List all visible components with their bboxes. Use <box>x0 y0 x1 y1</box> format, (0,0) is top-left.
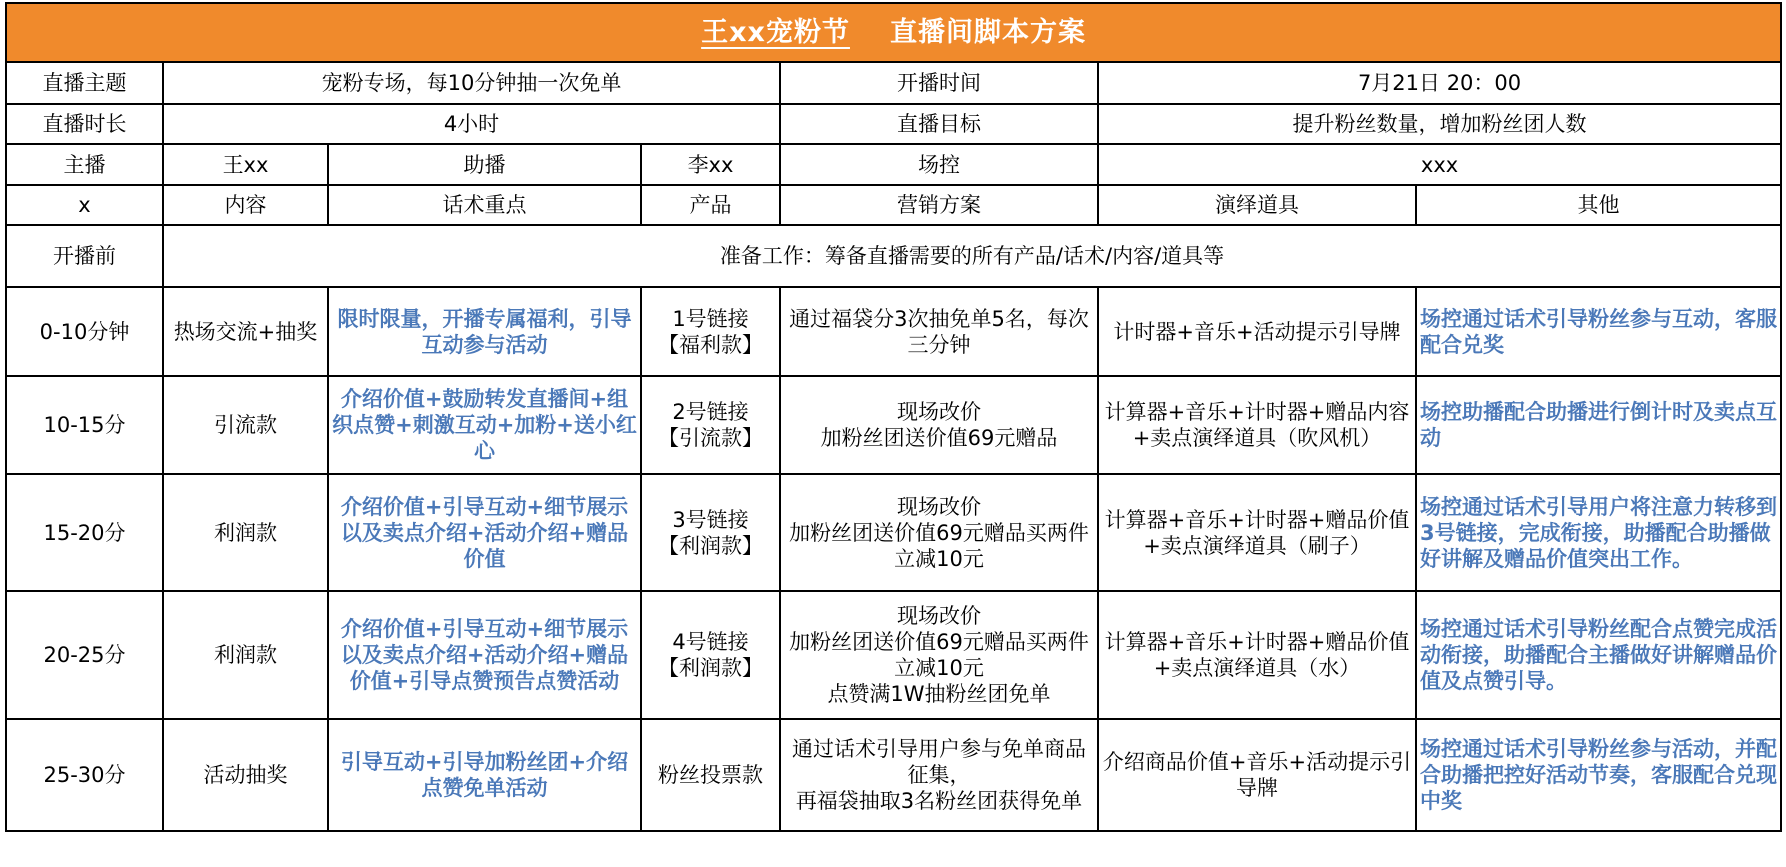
other-cell: 场控通过话术引导用户将注意力转移到3号链接，完成衔接，助播配合助播做好讲解及赠品价值突出工作。 <box>1416 474 1781 591</box>
table-row <box>6 376 1781 474</box>
info-value: 4小时 <box>163 104 780 144</box>
main-title: 直播间脚本方案 <box>889 16 1086 48</box>
title-row <box>6 3 1781 62</box>
script-sheet <box>5 2 1780 832</box>
time-cell: 10-15分 <box>6 376 163 474</box>
prep-row <box>6 225 1781 287</box>
header-row <box>6 185 1781 225</box>
time-cell: 0-10分钟 <box>6 287 163 376</box>
info-label: 直播主题 <box>6 62 163 104</box>
other-cell: 场控通过话术引导粉丝参与互动，客服配合兑奖 <box>1416 287 1781 376</box>
product-cell: 4号链接 【利润款】 <box>641 591 780 719</box>
table-row <box>6 287 1781 376</box>
column-header: x <box>6 185 163 225</box>
product-cell: 1号链接 【福利款】 <box>641 287 780 376</box>
talk-cell: 引导互动+引导加粉丝团+介绍点赞免单活动 <box>328 719 641 831</box>
other-cell: 场控助播配合助播进行倒计时及卖点互动 <box>1416 376 1781 474</box>
info-value: 7月21日 20：00 <box>1098 62 1781 104</box>
info-row <box>6 62 1781 104</box>
column-header: 产品 <box>641 185 780 225</box>
product-cell: 2号链接 【引流款】 <box>641 376 780 474</box>
time-cell: 25-30分 <box>6 719 163 831</box>
other-cell: 场控通过话术引导粉丝参与活动，并配合助播把控好活动节奏，客服配合兑现中奖 <box>1416 719 1781 831</box>
props-cell: 计算器+音乐+计时器+赠品内容+卖点演绎道具（吹风机） <box>1098 376 1416 474</box>
table-row <box>6 591 1781 719</box>
content-cell: 热场交流+抽奖 <box>163 287 328 376</box>
column-header: 营销方案 <box>780 185 1098 225</box>
talk-cell: 介绍价值+鼓励转发直播间+组织点赞+刺激互动+加粉+送小红心 <box>328 376 641 474</box>
column-header: 话术重点 <box>328 185 641 225</box>
marketing-cell: 通过福袋分3次抽免单5名，每次三分钟 <box>780 287 1098 376</box>
info-label: 开播时间 <box>780 62 1098 104</box>
time-cell: 20-25分 <box>6 591 163 719</box>
props-cell: 计时器+音乐+活动提示引导牌 <box>1098 287 1416 376</box>
content-cell: 引流款 <box>163 376 328 474</box>
marketing-cell: 通过话术引导用户参与免单商品征集， 再福袋抽取3名粉丝团获得免单 <box>780 719 1098 831</box>
prep-text: 准备工作：筹备直播需要的所有产品/话术/内容/道具等 <box>163 225 1781 287</box>
props-cell: 介绍商品价值+音乐+活动提示引导牌 <box>1098 719 1416 831</box>
brand-title: 王xx宠粉节 <box>701 16 850 48</box>
prep-label: 开播前 <box>6 225 163 287</box>
props-cell: 计算器+音乐+计时器+赠品价值+卖点演绎道具（刷子） <box>1098 474 1416 591</box>
talk-cell: 限时限量，开播专属福利，引导互动参与活动 <box>328 287 641 376</box>
info-label: 直播目标 <box>780 104 1098 144</box>
time-cell: 15-20分 <box>6 474 163 591</box>
other-cell: 场控通过话术引导粉丝配合点赞完成活动衔接，助播配合主播做好讲解赠品价值及点赞引导。 <box>1416 591 1781 719</box>
info-value: 提升粉丝数量，增加粉丝团人数 <box>1098 104 1781 144</box>
column-header: 内容 <box>163 185 328 225</box>
assist-value: 李xx <box>641 144 780 185</box>
host-value: 王xx <box>163 144 328 185</box>
content-cell: 利润款 <box>163 474 328 591</box>
column-header: 其他 <box>1416 185 1781 225</box>
live-script-table <box>5 2 1782 832</box>
column-header: 演绎道具 <box>1098 185 1416 225</box>
assist-label: 助播 <box>328 144 641 185</box>
info-row <box>6 104 1781 144</box>
host-label: 主播 <box>6 144 163 185</box>
product-cell: 粉丝投票款 <box>641 719 780 831</box>
content-cell: 利润款 <box>163 591 328 719</box>
sheet-title <box>6 3 1781 62</box>
control-value: xxx <box>1098 144 1781 185</box>
table-row <box>6 474 1781 591</box>
marketing-cell: 现场改价 加粉丝团送价值69元赠品买两件立减10元 点赞满1W抽粉丝团免单 <box>780 591 1098 719</box>
props-cell: 计算器+音乐+计时器+赠品价值+卖点演绎道具（水） <box>1098 591 1416 719</box>
info-value: 宠粉专场，每10分钟抽一次免单 <box>163 62 780 104</box>
control-label: 场控 <box>780 144 1098 185</box>
table-row <box>6 719 1781 831</box>
info-label: 直播时长 <box>6 104 163 144</box>
staff-row <box>6 144 1781 185</box>
marketing-cell: 现场改价 加粉丝团送价值69元赠品 <box>780 376 1098 474</box>
talk-cell: 介绍价值+引导互动+细节展示以及卖点介绍+活动介绍+赠品价值 <box>328 474 641 591</box>
marketing-cell: 现场改价 加粉丝团送价值69元赠品买两件立减10元 <box>780 474 1098 591</box>
product-cell: 3号链接 【利润款】 <box>641 474 780 591</box>
content-cell: 活动抽奖 <box>163 719 328 831</box>
talk-cell: 介绍价值+引导互动+细节展示以及卖点介绍+活动介绍+赠品价值+引导点赞预告点赞活动 <box>328 591 641 719</box>
